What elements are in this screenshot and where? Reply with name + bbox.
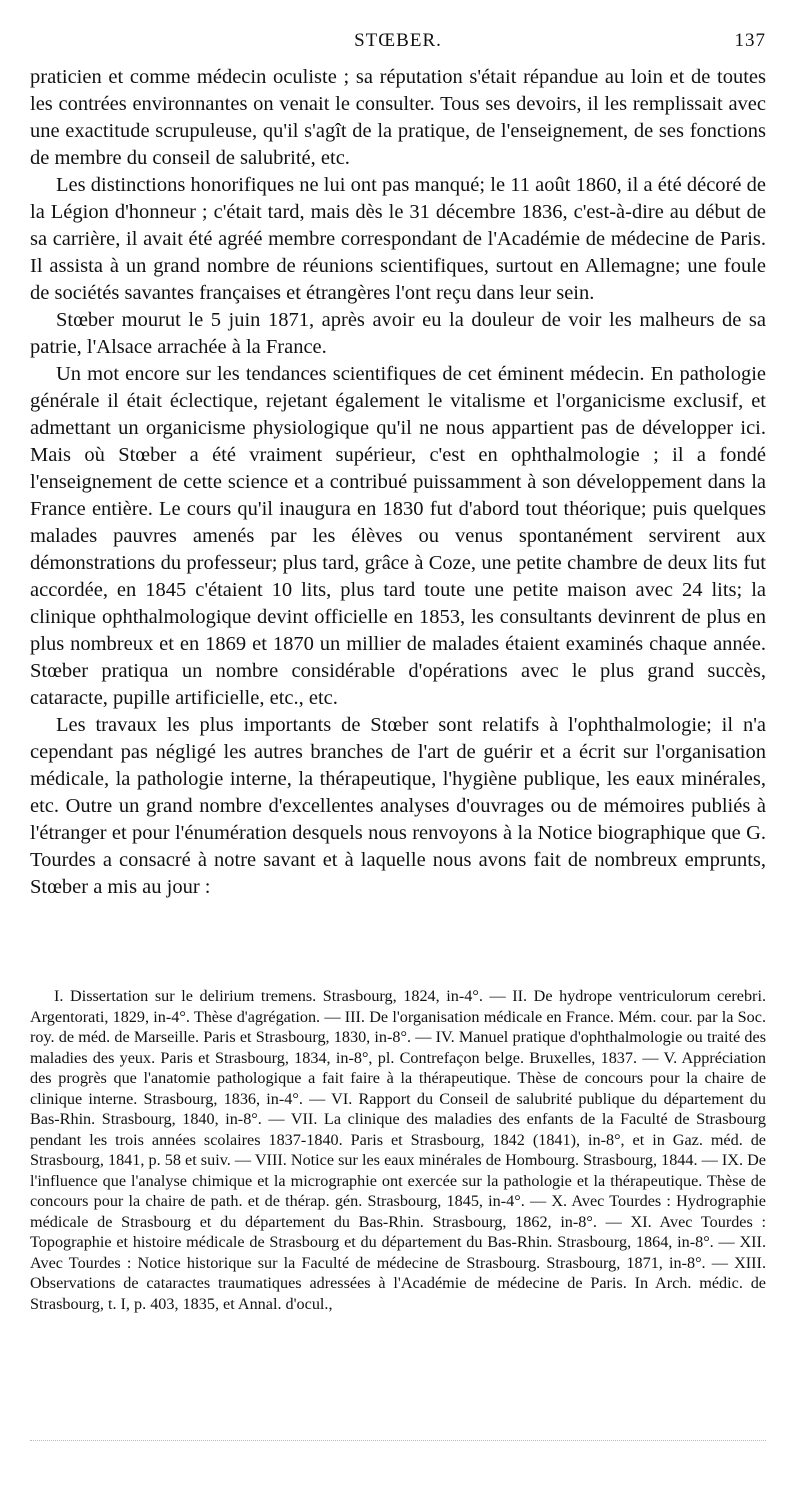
page-number: 137: [734, 30, 766, 51]
paragraph-5: Les travaux les plus importants de Stœber sont relatifs à l'ophthalmologie; il n'a cependant pas négligé les autres branches de l'art de guérir et a écrit sur l'organisation médicale, la pathologie interne, la thérapeutique, l'hygiène publique, les eaux minérales, etc. Outre un grand nombre d'excellentes analyses d'ouvrages ou de mémoires publiés à l'étranger et pour l'énumération desquels nous renvoyons à la Notice biographique que G. Tourdes a consacré à notre savant et à laquelle nous avons fait de nombreux emprunts, Stœber a mis au jour :: [30, 714, 766, 898]
body-text: [30, 64, 766, 901]
bibliography: [30, 986, 766, 1314]
running-title: STŒBER.: [354, 30, 442, 51]
bibliography-list: I. Dissertation sur le delirium tremens. Strasbourg, 1824, in-4°. — II. De hydrope ventriculorum cerebri. Argentorati, 1829, in-4°. Thèse d'agrégation. — III. De l'organisation médicale en France. Mém. cour. par la Soc. roy. de méd. de Marseille. Paris et Strasbourg, 1830, in-8°. — IV. Manuel pratique d'ophthalmologie ou traité des maladies des yeux. Paris et Strasbourg, 1834, in-8°, pl. Contrefaçon belge. Bruxelles, 1837. — V. Appréciation des progrès que l'anatomie pathologique a fait faire à la thérapeutique. Thèse de concours pour la chaire de clinique interne. Strasbourg, 1836, in-4°. — VI. Rapport du Conseil de salubrité publique du département du Bas-Rhin. Strasbourg, 1840, in-8°. — VII. La clinique des maladies des enfants de la Faculté de Strasbourg pendant les trois années scolaires 1837-1840. Paris et Strasbourg, 1842 (1841), in-8°, et in Gaz. méd. de Strasbourg, 1841, p. 58 et suiv. — VIII. Notice sur les eaux minérales de Hombourg. Strasbourg, 1844. — IX. De l'influence que l'analyse chimique et la micrographie ont exercée sur la pathologie et la thérapeutique. Thèse de concours pour la chaire de path. et de thérap. gén. Strasbourg, 1845, in-4°. — X. Avec Tourdes : Hydrographie médicale de Strasbourg et du département du Bas-Rhin. Strasbourg, 1862, in-8°. — XI. Avec Tourdes : Topographie et histoire médicale de Strasbourg et du département du Bas-Rhin. Strasbourg, 1864, in-8°. — XII. Avec Tourdes : Notice historique sur la Faculté de médecine de Strasbourg. Strasbourg, 1871, in-8°. — XIII. Observations de cataractes traumatiques adressées à l'Académie de médecine de Paris. In Arch. médic. de Strasbourg, t. I, p. 403, 1835, et Annal. d'ocul.,: [30, 987, 766, 1313]
paragraph-1: praticien et comme médecin oculiste ; sa réputation s'était répandue au loin et de toutes les contrées environnantes on venait le consulter. Tous ses devoirs, il les remplissait avec une exactitude scrupuleuse, qu'il s'agît de la pratique, de l'enseignement, de ses fonctions de membre du conseil de salubrité, etc.: [30, 66, 766, 169]
paragraph-3: Stœber mourut le 5 juin 1871, après avoir eu la douleur de voir les malheurs de sa patrie, l'Alsace arrachée à la France.: [30, 309, 766, 358]
paragraph-4: Un mot encore sur les tendances scientifiques de cet éminent médecin. En pathologie générale il était éclectique, rejetant également le vitalisme et l'organicisme exclusif, et admettant un organicisme physiologique qu'il ne nous appartient pas de développer ici. Mais où Stœber a été vraiment supérieur, c'est en ophthalmologie ; il a fondé l'enseignement de cette science et a contribué puissamment à son développement dans la France entière. Le cours qu'il inaugura en 1830 fut d'abord tout théorique; puis quelques malades pauvres amenés par les élèves ou venus spontanément servirent aux démonstrations du professeur; plus tard, grâce à Coze, une petite chambre de deux lits fut accordée, en 1845 c'étaient 10 lits, plus tard toute une petite maison avec 24 lits; la clinique ophthalmologique devint officielle en 1853, les consultants devinrent de plus en plus nombreux et en 1869 et 1870 un millier de malades étaient examinés chaque année. Stœber pratiqua un nombre considérable d'opérations avec le plus grand succès, cataracte, pupille artificielle, etc., etc.: [30, 363, 766, 709]
paragraph-2: Les distinctions honorifiques ne lui ont pas manqué; le 11 août 1860, il a été décoré de la Légion d'honneur ; c'était tard, mais dès le 31 décembre 1836, c'est-à-dire au début de sa carrière, il avait été agréé membre correspondant de l'Académie de médecine de Paris. Il assista à un grand nombre de réunions scientifiques, surtout en Allemagne; une foule de sociétés savantes françaises et étrangères l'ont reçu dans leur sein.: [30, 174, 766, 304]
page-header: [30, 30, 766, 56]
footer-divider: [30, 1440, 766, 1441]
